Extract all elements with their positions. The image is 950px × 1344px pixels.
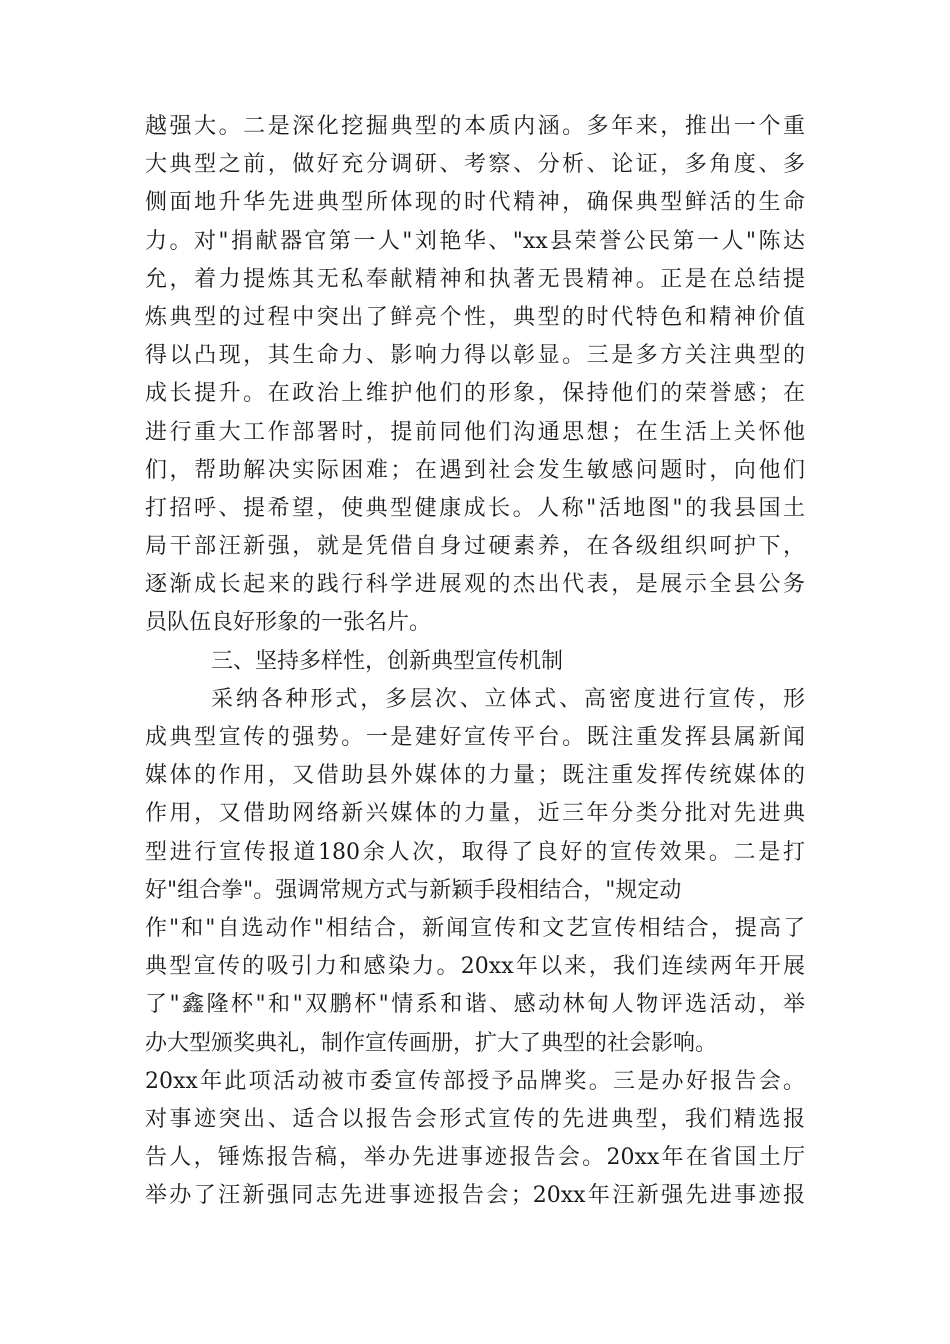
text-line: 逐渐成长起来的践行科学进展观的杰出代表，是展示全县公务 xyxy=(145,572,805,598)
text-line: 典型宣传的吸引力和感染力。20xx年以来，我们连续两年开展 xyxy=(145,954,805,980)
text-line: 员队伍良好形象的一张名片。 xyxy=(145,610,432,636)
text-line: 允，着力提炼其无私奉献精神和执著无畏精神。正是在总结提 xyxy=(145,266,805,292)
text-line: 成典型宣传的强势。一是建好宣传平台。既注重发挥县属新闻 xyxy=(145,725,805,750)
section-heading: 三、坚持多样性，创新典型宣传机制 xyxy=(211,648,564,674)
text-line: 了"鑫隆杯"和"双鹏杯"情系和谐、感动林甸人物评选活动，举 xyxy=(145,992,805,1018)
text-line: 型进行宣传报道180余人次，取得了良好的宣传效果。二是打 xyxy=(145,839,805,865)
text-line: 大典型之前，做好充分调研、考察、分析、论证，多角度、多 xyxy=(145,152,805,178)
text-line: 们，帮助解决实际困难；在遇到社会发生敏感问题时，向他们 xyxy=(145,457,805,483)
text-line: 办大型颁奖典礼，制作宣传画册，扩大了典型的社会影响。 xyxy=(145,1030,718,1056)
text-line: 侧面地升华先进典型所体现的时代精神，确保典型鲜活的生命 xyxy=(145,190,805,216)
text-line: 进行重大工作部署时，提前同他们沟通思想；在生活上关怀他 xyxy=(145,419,805,445)
text-line: 媒体的作用，又借助县外媒体的力量；既注重发挥传统媒体的 xyxy=(145,763,805,789)
body-text xyxy=(145,108,805,1215)
text-line: 作用，又借助网络新兴媒体的力量，近三年分类分批对先进典 xyxy=(145,801,805,827)
text-line: 得以凸现，其生命力、影响力得以彰显。三是多方关注典型的 xyxy=(145,343,805,369)
text-line: 作"和"自选动作"相结合，新闻宣传和文艺宣传相结合，提高了 xyxy=(145,915,805,941)
text-line: 好"组合拳"。强调常规方式与新颖手段相结合，"规定动 xyxy=(145,877,682,903)
text-line: 成长提升。在政治上维护他们的形象，保持他们的荣誉感；在 xyxy=(145,381,805,407)
text-line: 局干部汪新强，就是凭借自身过硬素养，在各级组织呵护下， xyxy=(145,534,805,560)
text-line: 20xx年此项活动被市委宣传部授予品牌奖。三是办好报告会。 xyxy=(145,1068,805,1094)
text-line: 采纳各种形式，多层次、立体式、高密度进行宣传，形 xyxy=(211,686,805,712)
text-line: 对事迹突出、适合以报告会形式宣传的先进典型，我们精选报 xyxy=(145,1106,805,1132)
text-line: 打招呼、提希望，使典型健康成长。人称"活地图"的我县国土 xyxy=(145,495,805,521)
text-line: 炼典型的过程中突出了鲜亮个性，典型的时代特色和精神价值 xyxy=(145,304,805,330)
text-line: 告人，锤炼报告稿，举办先进事迹报告会。20xx年在省国土厅 xyxy=(145,1145,805,1171)
text-line: 力。对"捐献器官第一人"刘艳华、"xx县荣誉公民第一人"陈达 xyxy=(145,228,805,254)
text-line: 举办了汪新强同志先进事迹报告会；20xx年汪新强先进事迹报 xyxy=(145,1183,805,1209)
text-line: 越强大。二是深化挖掘典型的本质内涵。多年来，推出一个重 xyxy=(145,114,805,139)
